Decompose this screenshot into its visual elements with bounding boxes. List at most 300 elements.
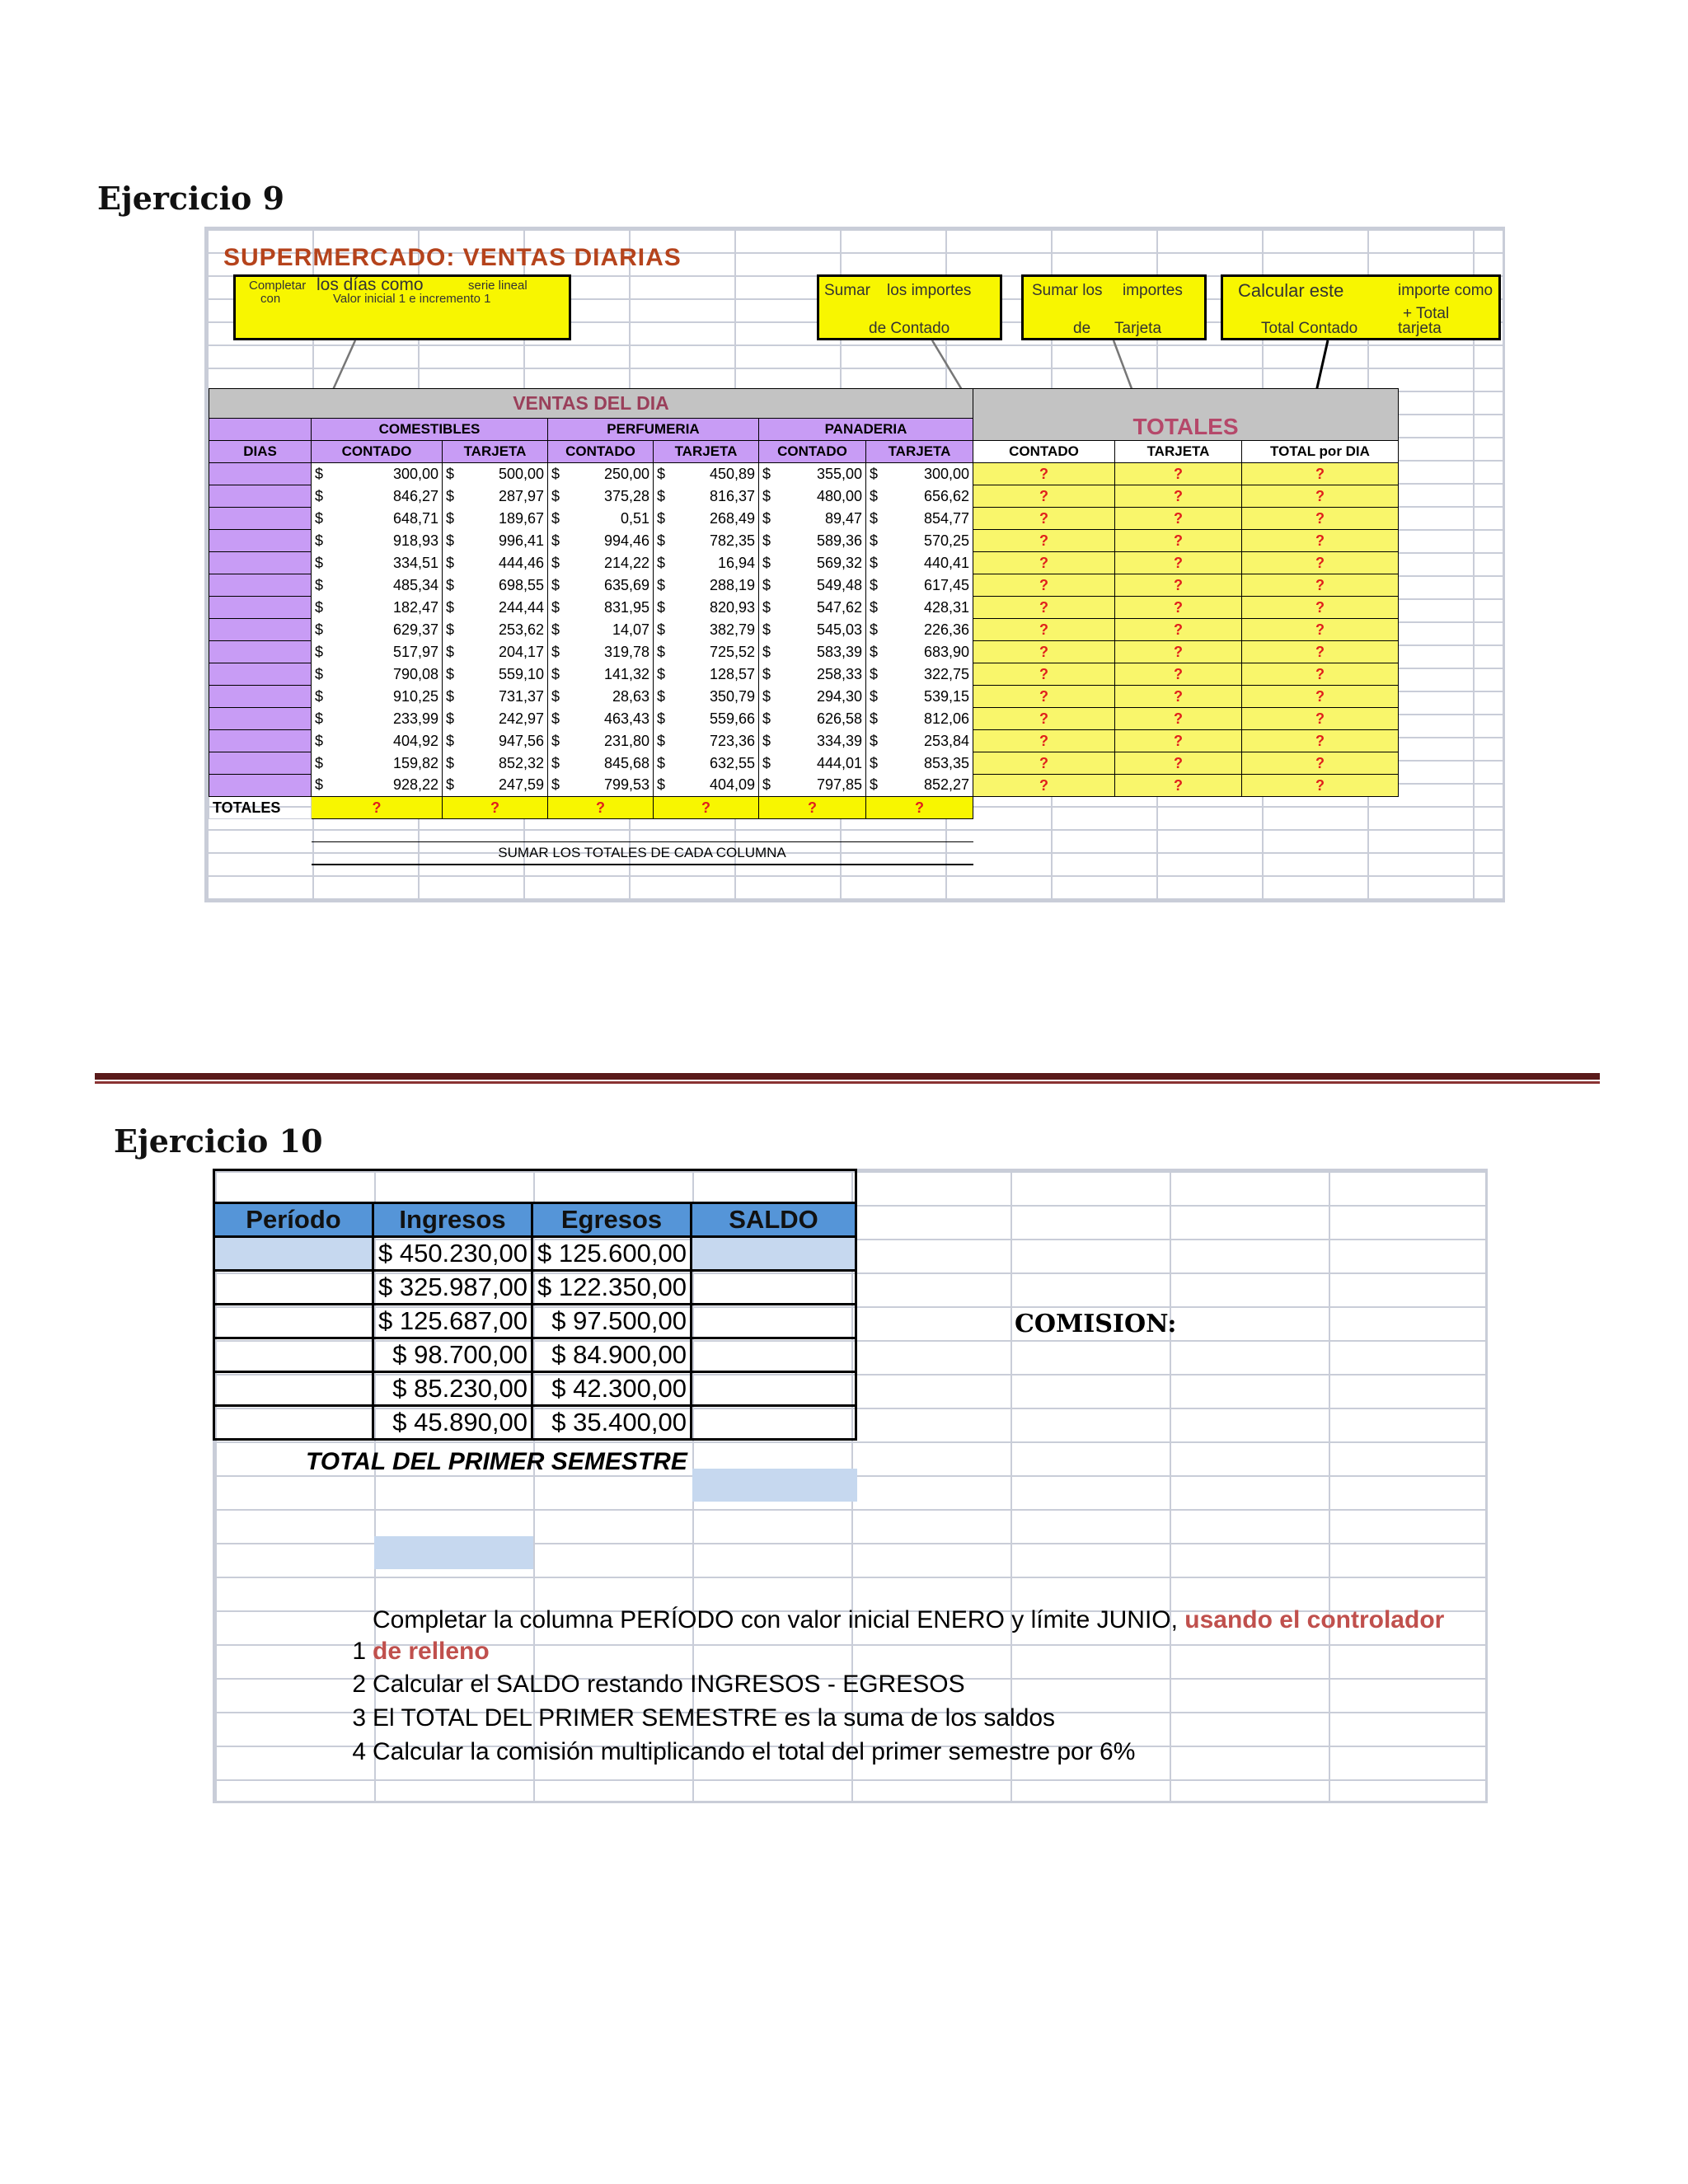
amount-cell[interactable] (759, 730, 866, 752)
amount-cell[interactable] (654, 463, 759, 485)
saldo-cell[interactable] (692, 1237, 856, 1271)
egresos-cell[interactable]: $ 122.350,00 (532, 1271, 692, 1305)
amount-cell[interactable] (312, 641, 443, 663)
total-dia-cell[interactable]: ? (1242, 597, 1399, 619)
total-dia-cell[interactable]: ? (1242, 752, 1399, 775)
amount-cell[interactable] (759, 552, 866, 574)
currency-symbol: $ (762, 509, 771, 527)
currency-symbol: $ (551, 643, 560, 660)
total-dia-cell[interactable]: ? (1242, 485, 1399, 508)
total-dia-cell[interactable]: ? (1242, 775, 1399, 797)
amount-cell[interactable] (759, 641, 866, 663)
amount-cell[interactable] (866, 485, 973, 508)
header-dias: DIAS (209, 441, 312, 463)
header-total-dia: TOTAL por DIA (1242, 441, 1399, 463)
exercise-9-heading: Ejercicio 9 (97, 180, 285, 217)
amount-value: 570,25 (923, 532, 969, 549)
amount-cell[interactable] (866, 463, 973, 485)
amount-cell[interactable] (654, 708, 759, 730)
total-tarjeta-cell[interactable]: ? (1115, 597, 1242, 619)
currency-symbol: $ (870, 576, 879, 593)
sales-row (209, 597, 1399, 619)
currency-symbol: $ (762, 643, 771, 660)
ingresos-cell[interactable]: $ 450.230,00 (373, 1237, 532, 1271)
amount-cell[interactable] (443, 485, 548, 508)
sales-row (209, 641, 1399, 663)
amount-cell[interactable] (866, 552, 973, 574)
dia-cell[interactable] (209, 663, 312, 686)
amount-cell[interactable] (443, 775, 548, 797)
saldo-cell[interactable] (692, 1338, 856, 1372)
amount-value: 141,32 (603, 665, 649, 682)
amount-cell[interactable] (654, 574, 759, 597)
note-blank (209, 842, 312, 865)
total-semestre-label: TOTAL DEL PRIMER SEMESTRE (306, 1448, 687, 1475)
saldo-row (214, 1372, 856, 1406)
amount-value: 996,41 (498, 532, 544, 549)
amount-cell[interactable] (312, 708, 443, 730)
currency-symbol: $ (551, 509, 560, 527)
dia-cell[interactable] (209, 730, 312, 752)
total-tarjeta-cell[interactable]: ? (1115, 485, 1242, 508)
note-blank-right (973, 842, 1399, 865)
total-tarjeta-cell[interactable]: ? (1115, 775, 1242, 797)
amount-cell[interactable] (654, 752, 759, 775)
dia-cell[interactable] (209, 752, 312, 775)
amount-cell[interactable] (548, 508, 654, 530)
amount-cell[interactable] (654, 663, 759, 686)
total-contado-cell[interactable]: ? (973, 641, 1115, 663)
ingresos-cell[interactable]: $ 45.890,00 (373, 1406, 532, 1440)
amount-cell[interactable] (548, 686, 654, 708)
amount-cell[interactable] (759, 686, 866, 708)
currency-symbol: $ (551, 465, 560, 482)
amount-cell[interactable] (759, 463, 866, 485)
currency-symbol: $ (762, 687, 771, 705)
amount-value: 204,17 (498, 643, 544, 660)
total-dia-cell[interactable]: ? (1242, 708, 1399, 730)
total-contado-cell[interactable]: ? (973, 752, 1115, 775)
total-contado-cell[interactable]: ? (973, 663, 1115, 686)
total-tarjeta-cell[interactable]: ? (1115, 619, 1242, 641)
dia-cell[interactable] (209, 597, 312, 619)
currency-symbol: $ (657, 465, 666, 482)
amount-cell[interactable] (654, 485, 759, 508)
egresos-cell[interactable]: $ 84.900,00 (532, 1338, 692, 1372)
amount-value: 632,55 (709, 754, 755, 771)
amount-value: 258,33 (816, 665, 862, 682)
total-tarjeta-cell[interactable]: ? (1115, 663, 1242, 686)
amount-cell[interactable] (654, 641, 759, 663)
dia-cell[interactable] (209, 552, 312, 574)
amount-cell[interactable] (312, 730, 443, 752)
currency-symbol: $ (870, 687, 879, 705)
amount-cell[interactable] (312, 508, 443, 530)
currency-symbol: $ (870, 487, 879, 504)
total-contado-cell[interactable]: ? (973, 708, 1115, 730)
total-contado-cell[interactable]: ? (973, 530, 1115, 552)
currency-symbol: $ (762, 665, 771, 682)
amount-cell[interactable] (443, 641, 548, 663)
amount-cell[interactable] (759, 619, 866, 641)
amount-cell[interactable] (759, 574, 866, 597)
amount-cell[interactable] (443, 752, 548, 775)
total-semestre-cell[interactable] (692, 1469, 857, 1502)
total-dia-cell[interactable]: ? (1242, 619, 1399, 641)
currency-symbol: $ (657, 776, 666, 794)
daily-sales-table (209, 388, 1399, 865)
dia-cell[interactable] (209, 574, 312, 597)
total-contado-cell[interactable]: ? (973, 730, 1115, 752)
saldo-cell[interactable] (692, 1372, 856, 1406)
ventas-del-dia-title: VENTAS DEL DIA (209, 389, 973, 419)
amount-cell[interactable] (548, 775, 654, 797)
total-tarjeta-cell[interactable]: ? (1115, 686, 1242, 708)
amount-value: 831,95 (603, 598, 649, 616)
currency-symbol: $ (657, 621, 666, 638)
amount-cell[interactable] (443, 663, 548, 686)
total-contado-cell[interactable]: ? (973, 775, 1115, 797)
currency-symbol: $ (446, 598, 455, 616)
total-tarjeta-cell[interactable]: ? (1115, 641, 1242, 663)
total-perfumeria-tarjeta[interactable]: ? (654, 797, 759, 819)
saldo-cell[interactable] (692, 1305, 856, 1338)
total-contado-cell[interactable]: ? (973, 552, 1115, 574)
currency-symbol: $ (870, 776, 879, 794)
total-tarjeta-cell[interactable]: ? (1115, 730, 1242, 752)
dia-cell[interactable] (209, 708, 312, 730)
currency-symbol: $ (657, 532, 666, 549)
amount-value: 816,37 (709, 487, 755, 504)
note-contado-text-3: de Contado (869, 320, 950, 337)
sales-rows (209, 463, 1399, 797)
total-dia-cell[interactable]: ? (1242, 663, 1399, 686)
total-dia-cell[interactable]: ? (1242, 463, 1399, 485)
amount-value: 994,46 (603, 532, 649, 549)
amount-cell[interactable] (312, 530, 443, 552)
currency-symbol: $ (657, 487, 666, 504)
saldo-rows (214, 1237, 856, 1440)
saldo-row (214, 1305, 856, 1338)
ingresos-cell[interactable]: $ 325.987,00 (373, 1271, 532, 1305)
total-tarjeta-cell[interactable]: ? (1115, 574, 1242, 597)
comision-cell[interactable] (374, 1536, 533, 1569)
currency-symbol: $ (446, 509, 455, 527)
sales-row (209, 574, 1399, 597)
instruction-1-line1 (341, 1606, 1444, 1634)
amount-cell[interactable] (548, 597, 654, 619)
currency-symbol: $ (762, 598, 771, 616)
total-tarjeta-cell[interactable]: ? (1115, 708, 1242, 730)
sales-row (209, 485, 1399, 508)
amount-cell[interactable] (443, 730, 548, 752)
currency-symbol: $ (446, 776, 455, 794)
total-tarjeta-cell[interactable]: ? (1115, 508, 1242, 530)
amount-cell[interactable] (443, 463, 548, 485)
total-contado-cell[interactable]: ? (973, 686, 1115, 708)
note-contado-text-2: los importes (887, 282, 972, 299)
amount-cell[interactable] (759, 597, 866, 619)
amount-cell[interactable] (548, 552, 654, 574)
amount-value: 635,69 (603, 576, 649, 593)
amount-cell[interactable] (443, 508, 548, 530)
total-panaderia-tarjeta[interactable]: ? (866, 797, 973, 819)
amount-cell[interactable] (866, 775, 973, 797)
amount-value: 250,00 (603, 465, 649, 482)
total-dia-cell[interactable]: ? (1242, 552, 1399, 574)
amount-value: 226,36 (923, 621, 969, 638)
currency-symbol: $ (762, 732, 771, 749)
amount-cell[interactable] (548, 730, 654, 752)
currency-symbol: $ (446, 487, 455, 504)
amount-value: 617,45 (923, 576, 969, 593)
amount-value: 782,35 (709, 532, 755, 549)
dia-cell[interactable] (209, 641, 312, 663)
total-tarjeta-cell[interactable]: ? (1115, 463, 1242, 485)
sales-row (209, 619, 1399, 641)
egresos-cell[interactable]: $ 35.400,00 (532, 1406, 692, 1440)
currency-symbol: $ (315, 776, 324, 794)
amount-value: 910,25 (392, 687, 438, 705)
total-contado-cell[interactable]: ? (973, 485, 1115, 508)
total-contado-cell[interactable]: ? (973, 597, 1115, 619)
amount-value: 799,53 (603, 776, 649, 794)
dia-cell[interactable] (209, 485, 312, 508)
total-tarjeta-cell[interactable]: ? (1115, 530, 1242, 552)
periodo-cell[interactable] (214, 1372, 373, 1406)
group-comestibles: COMESTIBLES (312, 419, 548, 441)
amount-cell[interactable] (312, 686, 443, 708)
amount-cell[interactable] (759, 530, 866, 552)
currency-symbol: $ (762, 532, 771, 549)
amount-cell[interactable] (866, 641, 973, 663)
amount-cell[interactable] (548, 485, 654, 508)
exercise-10-heading: Ejercicio 10 (114, 1122, 323, 1160)
amount-value: 845,68 (603, 754, 649, 771)
amount-cell[interactable] (866, 730, 973, 752)
amount-cell[interactable] (759, 752, 866, 775)
amount-cell[interactable] (312, 775, 443, 797)
amount-cell[interactable] (654, 552, 759, 574)
amount-cell[interactable] (654, 597, 759, 619)
amount-cell[interactable] (866, 708, 973, 730)
ingresos-cell[interactable]: $ 98.700,00 (373, 1338, 532, 1372)
egresos-cell[interactable]: $ 97.500,00 (532, 1305, 692, 1338)
total-tarjeta-cell[interactable]: ? (1115, 752, 1242, 775)
amount-cell[interactable] (443, 530, 548, 552)
amount-value: 854,77 (923, 509, 969, 527)
total-dia-cell[interactable]: ? (1242, 530, 1399, 552)
amount-cell[interactable] (866, 574, 973, 597)
totales-row-label: TOTALES (209, 797, 312, 819)
amount-cell[interactable] (443, 597, 548, 619)
amount-value: 182,47 (392, 598, 438, 616)
amount-cell[interactable] (866, 663, 973, 686)
amount-cell[interactable] (548, 663, 654, 686)
amount-cell[interactable] (312, 597, 443, 619)
egresos-cell[interactable]: $ 42.300,00 (532, 1372, 692, 1406)
sales-row (209, 730, 1399, 752)
currency-symbol: $ (762, 621, 771, 638)
periodo-cell[interactable] (214, 1338, 373, 1372)
amount-value: 559,10 (498, 665, 544, 682)
amount-value: 725,52 (709, 643, 755, 660)
amount-cell[interactable] (548, 574, 654, 597)
saldo-cell[interactable] (692, 1271, 856, 1305)
currency-symbol: $ (446, 754, 455, 771)
amount-cell[interactable] (866, 508, 973, 530)
amount-cell[interactable] (866, 686, 973, 708)
currency-symbol: $ (870, 754, 879, 771)
periodo-cell[interactable] (214, 1406, 373, 1440)
instruction-1-red: usando el controlador (1177, 1606, 1445, 1633)
amount-value: 334,39 (816, 732, 862, 749)
note-total-text-4: tarjeta (1398, 320, 1442, 337)
amount-cell[interactable] (443, 552, 548, 574)
amount-cell[interactable] (759, 663, 866, 686)
currency-symbol: $ (315, 554, 324, 571)
total-dia-cell[interactable]: ? (1242, 730, 1399, 752)
currency-symbol: $ (657, 554, 666, 571)
amount-cell[interactable] (443, 708, 548, 730)
periodo-cell[interactable] (214, 1271, 373, 1305)
currency-symbol: $ (315, 532, 324, 549)
amount-cell[interactable] (866, 619, 973, 641)
note-tarjeta-text-2: importes (1123, 282, 1183, 299)
currency-symbol: $ (551, 665, 560, 682)
amount-cell[interactable] (312, 574, 443, 597)
spreadsheet-title: SUPERMERCADO: VENTAS DIARIAS (223, 244, 682, 271)
currency-symbol: $ (551, 487, 560, 504)
totales-blank (973, 797, 1399, 819)
header-egresos: Egresos (532, 1203, 692, 1237)
amount-cell[interactable] (548, 641, 654, 663)
amount-cell[interactable] (548, 530, 654, 552)
total-dia-cell[interactable]: ? (1242, 508, 1399, 530)
periodo-cell[interactable] (214, 1237, 373, 1271)
amount-value: 648,71 (392, 509, 438, 527)
total-contado-cell[interactable]: ? (973, 574, 1115, 597)
amount-cell[interactable] (654, 730, 759, 752)
total-dia-cell[interactable]: ? (1242, 574, 1399, 597)
amount-cell[interactable] (548, 463, 654, 485)
amount-cell[interactable] (759, 485, 866, 508)
currency-symbol: $ (315, 465, 324, 482)
currency-symbol: $ (657, 710, 666, 727)
currency-symbol: $ (657, 576, 666, 593)
amount-cell[interactable] (654, 686, 759, 708)
total-dia-cell[interactable]: ? (1242, 686, 1399, 708)
total-comestibles-contado[interactable]: ? (312, 797, 443, 819)
total-tarjeta-cell[interactable]: ? (1115, 552, 1242, 574)
ingresos-cell[interactable]: $ 125.687,00 (373, 1305, 532, 1338)
exercise-9-spreadsheet (204, 227, 1505, 902)
amount-value: 440,41 (923, 554, 969, 571)
dia-cell[interactable] (209, 463, 312, 485)
amount-cell[interactable] (548, 708, 654, 730)
saldo-blank-top (214, 1170, 856, 1203)
egresos-cell[interactable]: $ 125.600,00 (532, 1237, 692, 1271)
ingresos-cell[interactable]: $ 85.230,00 (373, 1372, 532, 1406)
amount-cell[interactable] (654, 530, 759, 552)
amount-cell[interactable] (312, 463, 443, 485)
amount-cell[interactable] (866, 597, 973, 619)
amount-cell[interactable] (312, 752, 443, 775)
dia-cell[interactable] (209, 530, 312, 552)
amount-value: 790,08 (392, 665, 438, 682)
amount-value: 404,92 (392, 732, 438, 749)
note-total-text-1: Calcular este (1238, 280, 1344, 301)
instruction-1-number: 1 (352, 1638, 366, 1665)
instruction-2-text: Calcular el SALDO restando INGRESOS - EGRESOS (373, 1671, 965, 1698)
amount-cell[interactable] (312, 619, 443, 641)
amount-cell[interactable] (443, 574, 548, 597)
sales-row (209, 530, 1399, 552)
amount-cell[interactable] (312, 552, 443, 574)
amount-cell[interactable] (759, 775, 866, 797)
dia-cell[interactable] (209, 686, 312, 708)
amount-cell[interactable] (312, 485, 443, 508)
amount-cell[interactable] (866, 752, 973, 775)
amount-cell[interactable] (443, 686, 548, 708)
amount-cell[interactable] (548, 619, 654, 641)
amount-value: 300,00 (392, 465, 438, 482)
amount-value: 268,49 (709, 509, 755, 527)
total-contado-cell[interactable]: ? (973, 463, 1115, 485)
amount-cell[interactable] (443, 619, 548, 641)
periodo-cell[interactable] (214, 1305, 373, 1338)
amount-cell[interactable] (654, 775, 759, 797)
currency-symbol: $ (657, 598, 666, 616)
dia-cell[interactable] (209, 619, 312, 641)
amount-cell[interactable] (866, 530, 973, 552)
amount-value: 569,32 (816, 554, 862, 571)
saldo-row (214, 1271, 856, 1305)
total-contado-cell[interactable]: ? (973, 508, 1115, 530)
amount-cell[interactable] (548, 752, 654, 775)
amount-cell[interactable] (654, 508, 759, 530)
header-tarjeta-1: TARJETA (443, 441, 548, 463)
amount-cell[interactable] (759, 508, 866, 530)
section-divider-thin (95, 1081, 1600, 1084)
instruction-3-text: El TOTAL DEL PRIMER SEMESTRE es la suma de los saldos (373, 1704, 1056, 1732)
dia-cell[interactable] (209, 775, 312, 797)
amount-value: 583,39 (816, 643, 862, 660)
note-days-text-1: Completar (249, 279, 307, 293)
total-dia-cell[interactable]: ? (1242, 641, 1399, 663)
saldo-cell[interactable] (692, 1406, 856, 1440)
amount-value: 947,56 (498, 732, 544, 749)
currency-symbol: $ (551, 532, 560, 549)
header-tarjeta-3: TARJETA (866, 441, 973, 463)
amount-value: 820,93 (709, 598, 755, 616)
currency-symbol: $ (657, 732, 666, 749)
total-comestibles-tarjeta[interactable]: ? (443, 797, 548, 819)
amount-value: 500,00 (498, 465, 544, 482)
amount-cell[interactable] (654, 619, 759, 641)
amount-value: 698,55 (498, 576, 544, 593)
total-contado-cell[interactable]: ? (973, 619, 1115, 641)
dia-cell[interactable] (209, 508, 312, 530)
total-perfumeria-contado[interactable]: ? (548, 797, 654, 819)
total-panaderia-contado[interactable]: ? (759, 797, 866, 819)
amount-cell[interactable] (312, 663, 443, 686)
amount-cell[interactable] (759, 708, 866, 730)
amount-value: 253,62 (498, 621, 544, 638)
amount-value: 589,36 (816, 532, 862, 549)
amount-value: 626,58 (816, 710, 862, 727)
currency-symbol: $ (870, 621, 879, 638)
